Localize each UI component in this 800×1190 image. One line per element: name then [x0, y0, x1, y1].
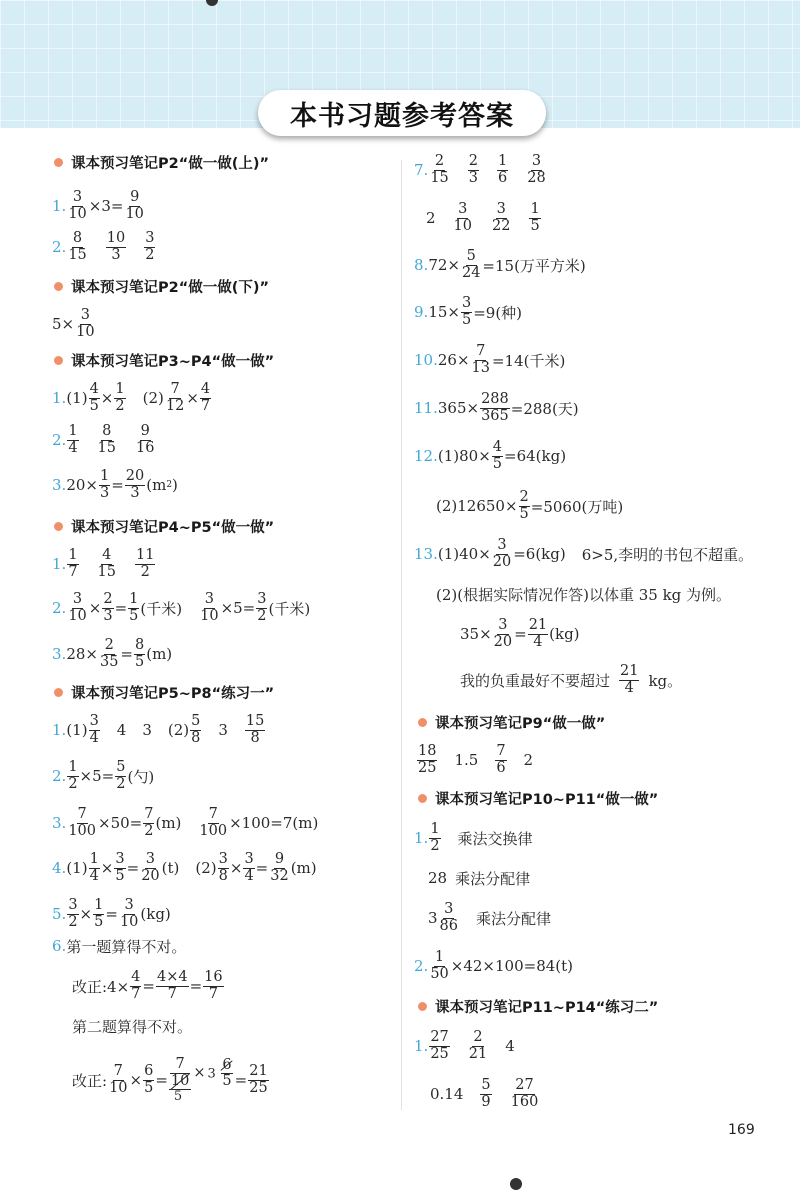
fraction: $\frac{1}{4}$: [68, 423, 78, 456]
fraction: $\frac{3}{20}$: [493, 617, 513, 650]
fraction: $\frac{3}{5}$: [115, 851, 125, 884]
bullet-icon: [54, 688, 63, 697]
fraction: $\frac{5}{8}$: [191, 713, 201, 746]
fraction: $\frac{6}{5}$: [222, 1056, 232, 1089]
bullet-icon: [54, 282, 63, 291]
fraction: $\frac{5}{9}$: [481, 1077, 491, 1110]
bullet-icon: [418, 1002, 427, 1011]
fraction: $\frac{2}{3}$: [103, 591, 113, 624]
fraction: $\frac{9}{32}$: [270, 851, 289, 884]
answer-line: 2. $\frac{8}{15}$ $\frac{10}{3}$ $\frac{3}{2}$: [52, 230, 155, 263]
fraction: $\frac{8}{5}$: [135, 637, 145, 670]
answer-line: 13. (1)40× $\frac{3}{20}$ =6(kg) 6>5,李明的书包不超重。: [414, 537, 754, 570]
fraction: $\frac{8}{15}$: [97, 423, 116, 456]
fraction: $\frac{3}{10}$: [68, 591, 87, 624]
fraction: $\frac{3}{8}$: [218, 851, 228, 884]
fraction: $\frac{7}{13}$: [471, 343, 490, 376]
fraction: $\frac{3}{28}$: [527, 153, 546, 186]
answer-line: $\frac{18}{25}$ 1.5 $\frac{7}{6}$ 2: [418, 743, 534, 776]
fraction: $\frac{7}{100}$: [199, 806, 228, 839]
bullet-icon: [418, 794, 427, 803]
fraction: $\frac{7}{10}$: [170, 1056, 190, 1089]
title-bar: [258, 90, 546, 136]
fraction: $\frac{7}{2}$: [144, 806, 154, 839]
fraction: $\frac{3}{2}$: [145, 230, 155, 263]
answer-line: 5. $\frac{3}{2}$ × $\frac{1}{5}$ = $\frac{3}{10}$ (kg): [52, 897, 171, 930]
section-heading: 课本预习笔记P2“做一做(上)”: [54, 142, 269, 182]
fraction: $\frac{27}{25}$: [430, 1029, 449, 1062]
answer-line: 2. $\frac{3}{10}$ × $\frac{2}{3}$ = $\frac{1}{5}$ (千米) $\frac{3}{10}$ ×5= $\frac{3}{2}$ (千米): [52, 591, 311, 624]
answer-line: 改正: $\frac{7}{10}$ × $\frac{6}{5}$ = $\frac{7}{10}$ × 3 $\frac{6}{5}$ 5 = $\frac{21}{25}$: [72, 1056, 268, 1104]
fraction: $\frac{3}{86}$: [439, 901, 458, 934]
fraction: $\frac{7}{10}$: [109, 1063, 128, 1096]
answer-line: (2)(根据实际情况作答)以体重 35 kg 为例。: [436, 585, 732, 604]
fraction: $\frac{1}{5}$: [530, 201, 540, 234]
bullet-icon: [418, 718, 427, 727]
fraction: $\frac{2}{21}$: [468, 1029, 488, 1062]
fraction: $\frac{10}{3}$: [106, 230, 126, 263]
answer-line: 2 $\frac{3}{10}$ $\frac{3}{22}$ $\frac{1}{5}$: [426, 201, 540, 234]
answer-line: 11. 365× $\frac{288}{365}$ =288(天): [414, 391, 579, 424]
fraction: $\frac{6}{5}$: [144, 1063, 154, 1096]
fraction: $\frac{20}{3}$: [125, 468, 145, 501]
fraction: $\frac{2}{35}$: [99, 637, 119, 670]
answer-line: 我的负重最好不要超过 $\frac{21}{4}$ kg。: [460, 663, 683, 696]
answer-line: 3. $\frac{7}{100}$ ×50= $\frac{7}{2}$ (m) $\frac{7}{100}$ ×100=7(m): [52, 806, 319, 839]
fraction: $\frac{8}{15}$: [68, 230, 87, 263]
answer-line: 2. $\frac{1}{4}$ $\frac{8}{15}$ $\frac{9}{16}$: [52, 423, 155, 456]
fraction: $\frac{11}{2}$: [136, 547, 155, 580]
fraction: $\frac{1}{2}$: [430, 821, 440, 854]
fraction: $\frac{1}{5}$: [129, 591, 139, 624]
fraction: $\frac{3}{10}$: [68, 189, 87, 222]
fraction: $\frac{3}{2}$: [257, 591, 267, 624]
fraction: $\frac{1}{6}$: [498, 153, 508, 186]
fraction: $\frac{2}{5}$: [519, 489, 529, 522]
fraction: $\frac{3}{22}$: [492, 201, 511, 234]
fraction: $\frac{4}{7}$: [131, 969, 141, 1002]
bullet-icon: [54, 522, 63, 531]
fraction: $\frac{4}{15}$: [97, 547, 116, 580]
fraction: $\frac{7}{100}$: [68, 806, 96, 839]
answer-line: 28 乘法分配律: [428, 869, 531, 888]
fraction: $\frac{3}{2}$: [68, 897, 78, 930]
fraction: $\frac{3}{10}$: [200, 591, 219, 624]
fraction: $\frac{3}{20}$: [492, 537, 512, 570]
section-heading: 课本预习笔记P3~P4“做一做”: [54, 340, 274, 380]
fraction: $\frac{9}{10}$: [125, 189, 144, 222]
fraction: $\frac{18}{25}$: [418, 743, 437, 776]
fraction: $\frac{1}{3}$: [99, 468, 110, 501]
answer-line: 3. 28× $\frac{2}{35}$ = $\frac{8}{5}$ (m): [52, 637, 173, 670]
answer-line: 9. 15× $\frac{3}{5}$ =9(种): [414, 295, 523, 328]
fraction: $\frac{7}{12}$: [165, 381, 185, 414]
fraction: $\frac{288}{365}$: [481, 391, 509, 424]
section-heading: 课本预习笔记P2“做一做(下)”: [54, 266, 269, 306]
fraction: $\frac{1}{2}$: [68, 759, 78, 792]
bullet-icon: [54, 356, 63, 365]
bullet-icon: [54, 158, 63, 167]
section-heading: 课本预习笔记P4~P5“做一做”: [54, 506, 274, 546]
fraction: $\frac{3}{20}$: [141, 851, 160, 884]
section-heading: 课本预习笔记P5~P8“练习一”: [54, 672, 274, 712]
fraction: $\frac{21}{4}$: [528, 617, 548, 650]
answer-line: 2. $\frac{1}{2}$ ×5= $\frac{5}{2}$ (勺): [52, 759, 155, 792]
binding-hole-bottom: [510, 1178, 522, 1190]
answer-line: 8. 72× $\frac{5}{24}$ =15(万平方米): [414, 248, 586, 281]
answer-line: 改正:4× $\frac{4}{7}$ = $\frac{4\times 4}{7}$ = $\frac{16}{7}$: [72, 969, 223, 1002]
fraction: $\frac{3}{10}$: [76, 307, 95, 340]
answer-line: 4. (1) $\frac{1}{4}$ × $\frac{3}{5}$ = $\frac{3}{20}$ (t) (2) $\frac{3}{8}$ × $\frac{3}{4}$ = $\frac{9}{32}$ (m): [52, 851, 317, 884]
answer-line: 35× $\frac{3}{20}$ = $\frac{21}{4}$ (kg): [460, 617, 580, 650]
answer-line: 3 $\frac{3}{86}$ 乘法分配律: [428, 901, 552, 934]
fraction: $\frac{1}{5}$: [94, 897, 104, 930]
answer-line: 2. $\frac{1}{50}$ ×42×100=84(t): [414, 949, 574, 982]
fraction: $\frac{2}{15}$: [430, 153, 449, 186]
answer-line: (2)12650× $\frac{2}{5}$ =5060(万吨): [436, 489, 624, 522]
answer-line: 1. $\frac{3}{10}$ ×3= $\frac{9}{10}$: [52, 189, 144, 222]
fraction: $\frac{4}{5}$: [89, 381, 99, 414]
fraction: $\frac{1}{50}$: [430, 949, 449, 982]
answer-line: 1. $\frac{27}{25}$ $\frac{2}{21}$ 4: [414, 1029, 515, 1062]
fraction: $\frac{1}{4}$: [89, 851, 99, 884]
fraction: $\frac{5}{24}$: [461, 248, 481, 281]
answer-line: 10. 26× $\frac{7}{13}$ =14(千米): [414, 343, 566, 376]
fraction: $\frac{7}{6}$: [496, 743, 506, 776]
answer-line: 3. 20× $\frac{1}{3}$ = $\frac{20}{3}$ (m 2 ): [52, 468, 178, 501]
answer-line: 6. 第一题算得不对。: [52, 937, 187, 956]
fraction: $\frac{16}{7}$: [204, 969, 223, 1002]
fraction: $\frac{3}{4}$: [244, 851, 254, 884]
answer-line: 1. $\frac{1}{7}$ $\frac{4}{15}$ $\frac{11}{2}$: [52, 547, 155, 580]
fraction: $\frac{4}{5}$: [492, 439, 502, 472]
fraction: $\frac{3}{10}$: [119, 897, 139, 930]
page-number: 169: [728, 1122, 755, 1138]
fraction: $\frac{2}{3}$: [468, 153, 478, 186]
fraction: $\frac{15}{8}$: [245, 713, 265, 746]
answer-line: 1. $\frac{1}{2}$ 乘法交换律: [414, 821, 533, 854]
section-heading: 课本预习笔记P11~P14“练习二”: [418, 986, 658, 1026]
fraction: $\frac{21}{4}$: [620, 663, 639, 696]
fraction: $\frac{1}{7}$: [68, 547, 78, 580]
answer-line: 1. (1) $\frac{4}{5}$ × $\frac{1}{2}$ (2) $\frac{7}{12}$ × $\frac{4}{7}$: [52, 381, 211, 414]
fraction: $\frac{27}{160}$: [510, 1077, 539, 1110]
fraction: $\frac{3}{4}$: [89, 713, 99, 746]
fraction: $\frac{4}{7}$: [200, 381, 211, 414]
answer-line: 12. (1)80× $\frac{4}{5}$ =64(kg): [414, 439, 567, 472]
section-heading: 课本预习笔记P9“做一做”: [418, 702, 605, 742]
cancelled-fraction: $\frac{7}{10}$ × 3 $\frac{6}{5}$ 5: [170, 1056, 232, 1104]
fraction: $\frac{1}{2}$: [115, 381, 125, 414]
fraction: $\frac{21}{25}$: [249, 1063, 268, 1096]
fraction: $\frac{5}{2}$: [116, 759, 126, 792]
answer-line: 0.14 $\frac{5}{9}$ $\frac{27}{160}$: [430, 1077, 539, 1110]
fraction: $\frac{3}{5}$: [461, 295, 472, 328]
fraction: $\frac{4\times 4}{7}$: [156, 969, 188, 1002]
fraction: $\frac{9}{16}$: [136, 423, 155, 456]
page-title: 本书习题参考答案: [290, 100, 514, 132]
answer-line: 1. (1) $\frac{3}{4}$ 4 3 (2) $\frac{5}{8}$ 3 $\frac{15}{8}$: [52, 713, 265, 746]
answer-line: 第二题算得不对。: [72, 1017, 193, 1036]
fraction: $\frac{3}{10}$: [453, 201, 472, 234]
section-heading: 课本预习笔记P10~P11“做一做”: [418, 778, 658, 818]
column-divider: [401, 160, 402, 1110]
answer-line: 5× $\frac{3}{10}$: [52, 307, 95, 340]
answer-line: 7. $\frac{2}{15}$ $\frac{2}{3}$ $\frac{1}{6}$ $\frac{3}{28}$: [414, 153, 546, 186]
